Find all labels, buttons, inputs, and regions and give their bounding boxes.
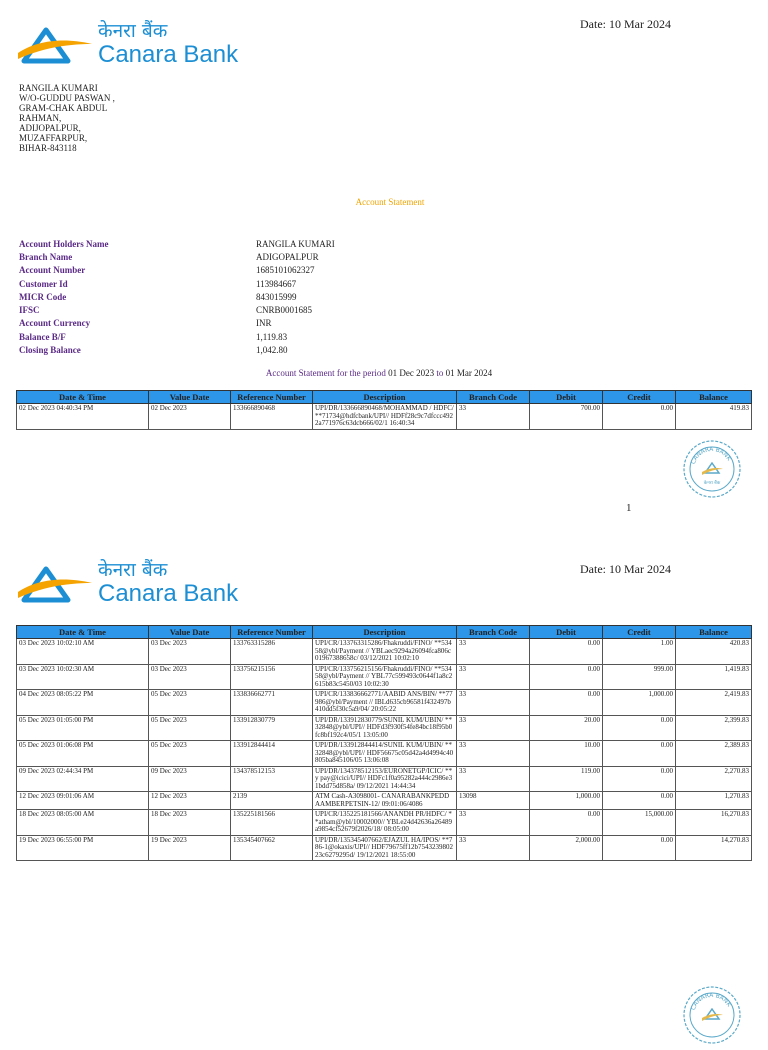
table-row (17, 835, 752, 861)
cell-description: UPI/CR/133836662771/AABID ANS/BIN/ **77986@ybl/Payment // IBLd635cb96581f432497b410dd5f30c5a9/04/ 20:05:22 (313, 690, 457, 716)
period-to: 01 Mar 2024 (445, 368, 493, 378)
cell-value-date: 05 Dec 2023 (149, 715, 231, 741)
cell-date-time: 03 Dec 2023 10:02:10 AM (17, 639, 149, 665)
table-row (17, 766, 752, 792)
canara-logo-icon (18, 25, 92, 65)
cell-description: UPI/DR/133912830779/SUNIL KUM/UBIN/ **32848@ybl/UPI// HDFd3f930f54fe84bc18f95b0fc8bf192c4/05/1 13:05:00 (313, 715, 457, 741)
table-row (17, 741, 752, 767)
table-header-row (17, 626, 752, 639)
cell-branch-code: 13098 (457, 792, 530, 810)
cell-branch-code: 33 (457, 766, 530, 792)
info-value: RANGILA KUMARI (256, 238, 335, 249)
info-label: IFSC (19, 305, 40, 316)
info-value: 1,042.80 (256, 345, 288, 356)
cell-description: UPI/CR/133756215156/Fhakruddi/FINO/ **53458@ybl/Payment // YBL77c599493c0644f1a8c2615b83c5450/03 10:02:30 (313, 664, 457, 690)
cell-debit: 119.00 (530, 766, 603, 792)
cell-balance: 1,419.83 (676, 664, 752, 690)
info-row-currency (19, 317, 335, 330)
info-label: Customer Id (19, 278, 68, 289)
info-label: Account Number (19, 265, 86, 276)
info-row-branch-name (19, 250, 335, 263)
column-header-value-date: Value Date (149, 391, 231, 404)
column-header-reference-number: Reference Number (231, 626, 313, 639)
cell-date-time: 02 Dec 2023 04:40:34 PM (17, 404, 149, 430)
cell-reference-number: 133756215156 (231, 664, 313, 690)
column-header-date-time: Date & Time (17, 391, 149, 404)
cell-value-date: 19 Dec 2023 (149, 835, 231, 861)
address-line: RAHMAN, (19, 113, 62, 123)
address-line: BIHAR-843118 (19, 143, 77, 153)
column-header-description: Description (313, 626, 457, 639)
cell-credit: 0.00 (603, 835, 676, 861)
svg-text:CANARA BANK: CANARA BANK (689, 445, 733, 466)
cell-credit: 0.00 (603, 766, 676, 792)
statement-title: Account Statement (355, 197, 425, 207)
info-row-ifsc (19, 303, 335, 316)
cell-credit: 15,000.00 (603, 810, 676, 836)
cell-credit: 1.00 (603, 639, 676, 665)
info-label: Closing Balance (19, 345, 81, 356)
transactions-table-page-1 (16, 390, 752, 430)
table-row (17, 715, 752, 741)
info-value: ADIGOPALPUR (256, 251, 319, 262)
logo-hindi-text: केनरा बैंक (98, 559, 168, 581)
logo-hindi-text: केनरा बैंक (98, 20, 168, 42)
statement-period (0, 368, 758, 378)
cell-balance: 2,389.83 (676, 741, 752, 767)
cell-value-date: 09 Dec 2023 (149, 766, 231, 792)
cell-reference-number: 133836662771 (231, 690, 313, 716)
transactions-table-page-2 (16, 625, 752, 861)
cell-branch-code: 33 (457, 715, 530, 741)
cell-date-time: 18 Dec 2023 08:05:00 AM (17, 810, 149, 836)
cell-balance: 2,270.83 (676, 766, 752, 792)
cell-date-time: 03 Dec 2023 10:02:30 AM (17, 664, 149, 690)
info-label: Balance B/F (19, 331, 66, 342)
cell-reference-number: 135345407662 (231, 835, 313, 861)
info-row-micr (19, 290, 335, 303)
svg-text:केनरा बैंक: केनरा बैंक (703, 481, 721, 486)
cell-value-date: 18 Dec 2023 (149, 810, 231, 836)
period-to-word: to (436, 368, 444, 378)
info-value: 1685101062327 (256, 265, 315, 276)
cell-description: UPI/DR/133912844414/SUNIL KUM/UBIN/ **32848@ybl/UPI// HDF56675c05d42a4d4994c40805ba845106/05 13:06:08 (313, 741, 457, 767)
table-row (17, 664, 752, 690)
cell-balance: 419.83 (676, 404, 752, 430)
cell-balance: 2,419.83 (676, 690, 752, 716)
cell-description: ATM Cash-A3098001- CANARABANKPEDDAAMBERPETSIN-12/ 09:01:06/4086 (313, 792, 457, 810)
cell-debit: 20.00 (530, 715, 603, 741)
cell-credit: 0.00 (603, 404, 676, 430)
info-label: Branch Name (19, 251, 73, 262)
page-number: 1 (626, 502, 632, 514)
cell-branch-code: 33 (457, 741, 530, 767)
statement-date: Date: 10 Mar 2024 (580, 17, 671, 31)
cell-reference-number: 133912844414 (231, 741, 313, 767)
cell-reference-number: 133763315286 (231, 639, 313, 665)
address-line: GRAM-CHAK ABDUL (19, 103, 108, 113)
cell-debit: 700.00 (530, 404, 603, 430)
cell-reference-number: 2139 (231, 792, 313, 810)
cell-description: UPI/CR/135225181566/ANANDH PR/HDFC/ **atham@ybl/10002000// YBLe24d42636a26489a9854cf52679f2026/18/ 08:05:00 (313, 810, 457, 836)
cell-branch-code: 33 (457, 639, 530, 665)
cell-date-time: 05 Dec 2023 01:05:00 PM (17, 715, 149, 741)
cell-branch-code: 33 (457, 835, 530, 861)
cell-balance: 420.83 (676, 639, 752, 665)
cell-branch-code: 33 (457, 690, 530, 716)
cell-credit: 999.00 (603, 664, 676, 690)
column-header-value-date: Value Date (149, 626, 231, 639)
column-header-credit: Credit (603, 391, 676, 404)
svg-text:CANARA BANK: CANARA BANK (689, 991, 733, 1012)
table-row (17, 639, 752, 665)
info-value: CNRB0001685 (256, 305, 313, 316)
address-line: ADIJOPALPUR, (19, 123, 81, 133)
column-header-balance: Balance (676, 391, 752, 404)
cell-credit: 1,000.00 (603, 690, 676, 716)
info-row-customer-id (19, 277, 335, 290)
address-line: MUZAFFARPUR, (19, 133, 88, 143)
period-prefix: Account Statement for the period (265, 368, 386, 378)
table-row (17, 792, 752, 810)
cell-value-date: 12 Dec 2023 (149, 792, 231, 810)
cell-value-date: 05 Dec 2023 (149, 690, 231, 716)
cell-balance: 2,399.83 (676, 715, 752, 741)
cell-balance: 1,270.83 (676, 792, 752, 810)
cell-reference-number: 135225181566 (231, 810, 313, 836)
cell-balance: 16,270.83 (676, 810, 752, 836)
customer-address (19, 83, 115, 153)
bank-seal-stamp-page-2 (682, 985, 742, 1045)
info-row-balance-bf (19, 330, 335, 343)
cell-credit: 0.00 (603, 741, 676, 767)
account-info (19, 237, 335, 357)
cell-value-date: 03 Dec 2023 (149, 639, 231, 665)
cell-date-time: 12 Dec 2023 09:01:06 AM (17, 792, 149, 810)
cell-credit: 0.00 (603, 792, 676, 810)
info-label: MICR Code (19, 291, 67, 302)
canara-logo-icon (18, 564, 92, 604)
cell-branch-code: 33 (457, 664, 530, 690)
column-header-date-time: Date & Time (17, 626, 149, 639)
column-header-debit: Debit (530, 391, 603, 404)
canara-bank-logo-page-2 (18, 561, 238, 606)
info-label: Account Holders Name (19, 238, 109, 249)
cell-debit: 0.00 (530, 639, 603, 665)
column-header-credit: Credit (603, 626, 676, 639)
info-value: 1,119.83 (256, 331, 288, 342)
cell-debit: 0.00 (530, 664, 603, 690)
table-row (17, 404, 752, 430)
cell-credit: 0.00 (603, 715, 676, 741)
cell-description: UPI/CR/133763315286/Fhakruddi/FINO/ **53458@ybl/Payment // YBLaec9294a26094fca806c01967388658c/ 03/12/2021 10:02:10 (313, 639, 457, 665)
cell-reference-number: 133912830779 (231, 715, 313, 741)
cell-date-time: 09 Dec 2023 02:44:34 PM (17, 766, 149, 792)
column-header-branch-code: Branch Code (457, 391, 530, 404)
cell-debit: 2,000.00 (530, 835, 603, 861)
info-value: 113984667 (256, 278, 297, 289)
cell-branch-code: 33 (457, 404, 530, 430)
table-header-row (17, 391, 752, 404)
cell-debit: 0.00 (530, 810, 603, 836)
column-header-balance: Balance (676, 626, 752, 639)
bank-seal-stamp (682, 439, 742, 499)
cell-balance: 14,270.83 (676, 835, 752, 861)
canara-bank-logo (18, 22, 238, 67)
address-line: RANGILA KUMARI (19, 83, 98, 93)
info-label: Account Currency (19, 318, 91, 329)
period-from: 01 Dec 2023 (388, 368, 435, 378)
cell-reference-number: 133666890468 (231, 404, 313, 430)
cell-value-date: 03 Dec 2023 (149, 664, 231, 690)
address-line: W/O-GUDDU PASWAN , (19, 93, 115, 103)
cell-description: UPI/DR/133666890468/MOHAMMAD / HDFC/**71734@hdfcbank/UPI// HDFf28c9c7dfccc4922a771976c63dcb666/02/1 16:40:34 (313, 404, 457, 430)
info-value: INR (256, 318, 272, 329)
column-header-description: Description (313, 391, 457, 404)
statement-date-page-2: Date: 10 Mar 2024 (580, 562, 671, 576)
column-header-reference-number: Reference Number (231, 391, 313, 404)
cell-branch-code: 33 (457, 810, 530, 836)
cell-date-time: 19 Dec 2023 06:55:00 PM (17, 835, 149, 861)
info-row-closing-balance (19, 343, 335, 356)
cell-value-date: 05 Dec 2023 (149, 741, 231, 767)
logo-english-text: Canara Bank (98, 580, 239, 607)
table-row (17, 810, 752, 836)
table-row (17, 690, 752, 716)
column-header-debit: Debit (530, 626, 603, 639)
column-header-branch-code: Branch Code (457, 626, 530, 639)
info-row-holder-name (19, 237, 335, 250)
logo-english-text: Canara Bank (98, 41, 239, 68)
cell-description: UPI/DR/134378512153/EURONETGP/ICIC/ **y pay@icici/UPI// HDFc1f0a95282a444c2986e31bdd75d858a/ 09/12/2021 14:44:34 (313, 766, 457, 792)
info-row-account-number (19, 264, 335, 277)
cell-reference-number: 134378512153 (231, 766, 313, 792)
cell-debit: 10.00 (530, 741, 603, 767)
cell-debit: 1,000.00 (530, 792, 603, 810)
cell-value-date: 02 Dec 2023 (149, 404, 231, 430)
cell-description: UPI/DR/135345407662/EJAZUL HA/IPOS/ **786-1@okaxis/UPI// HDF79675ff12b754323980223c6279295d/ 19/12/2021 18:55:00 (313, 835, 457, 861)
cell-debit: 0.00 (530, 690, 603, 716)
info-value: 843015999 (256, 291, 297, 302)
cell-date-time: 05 Dec 2023 01:06:08 PM (17, 741, 149, 767)
cell-date-time: 04 Dec 2023 08:05:22 PM (17, 690, 149, 716)
